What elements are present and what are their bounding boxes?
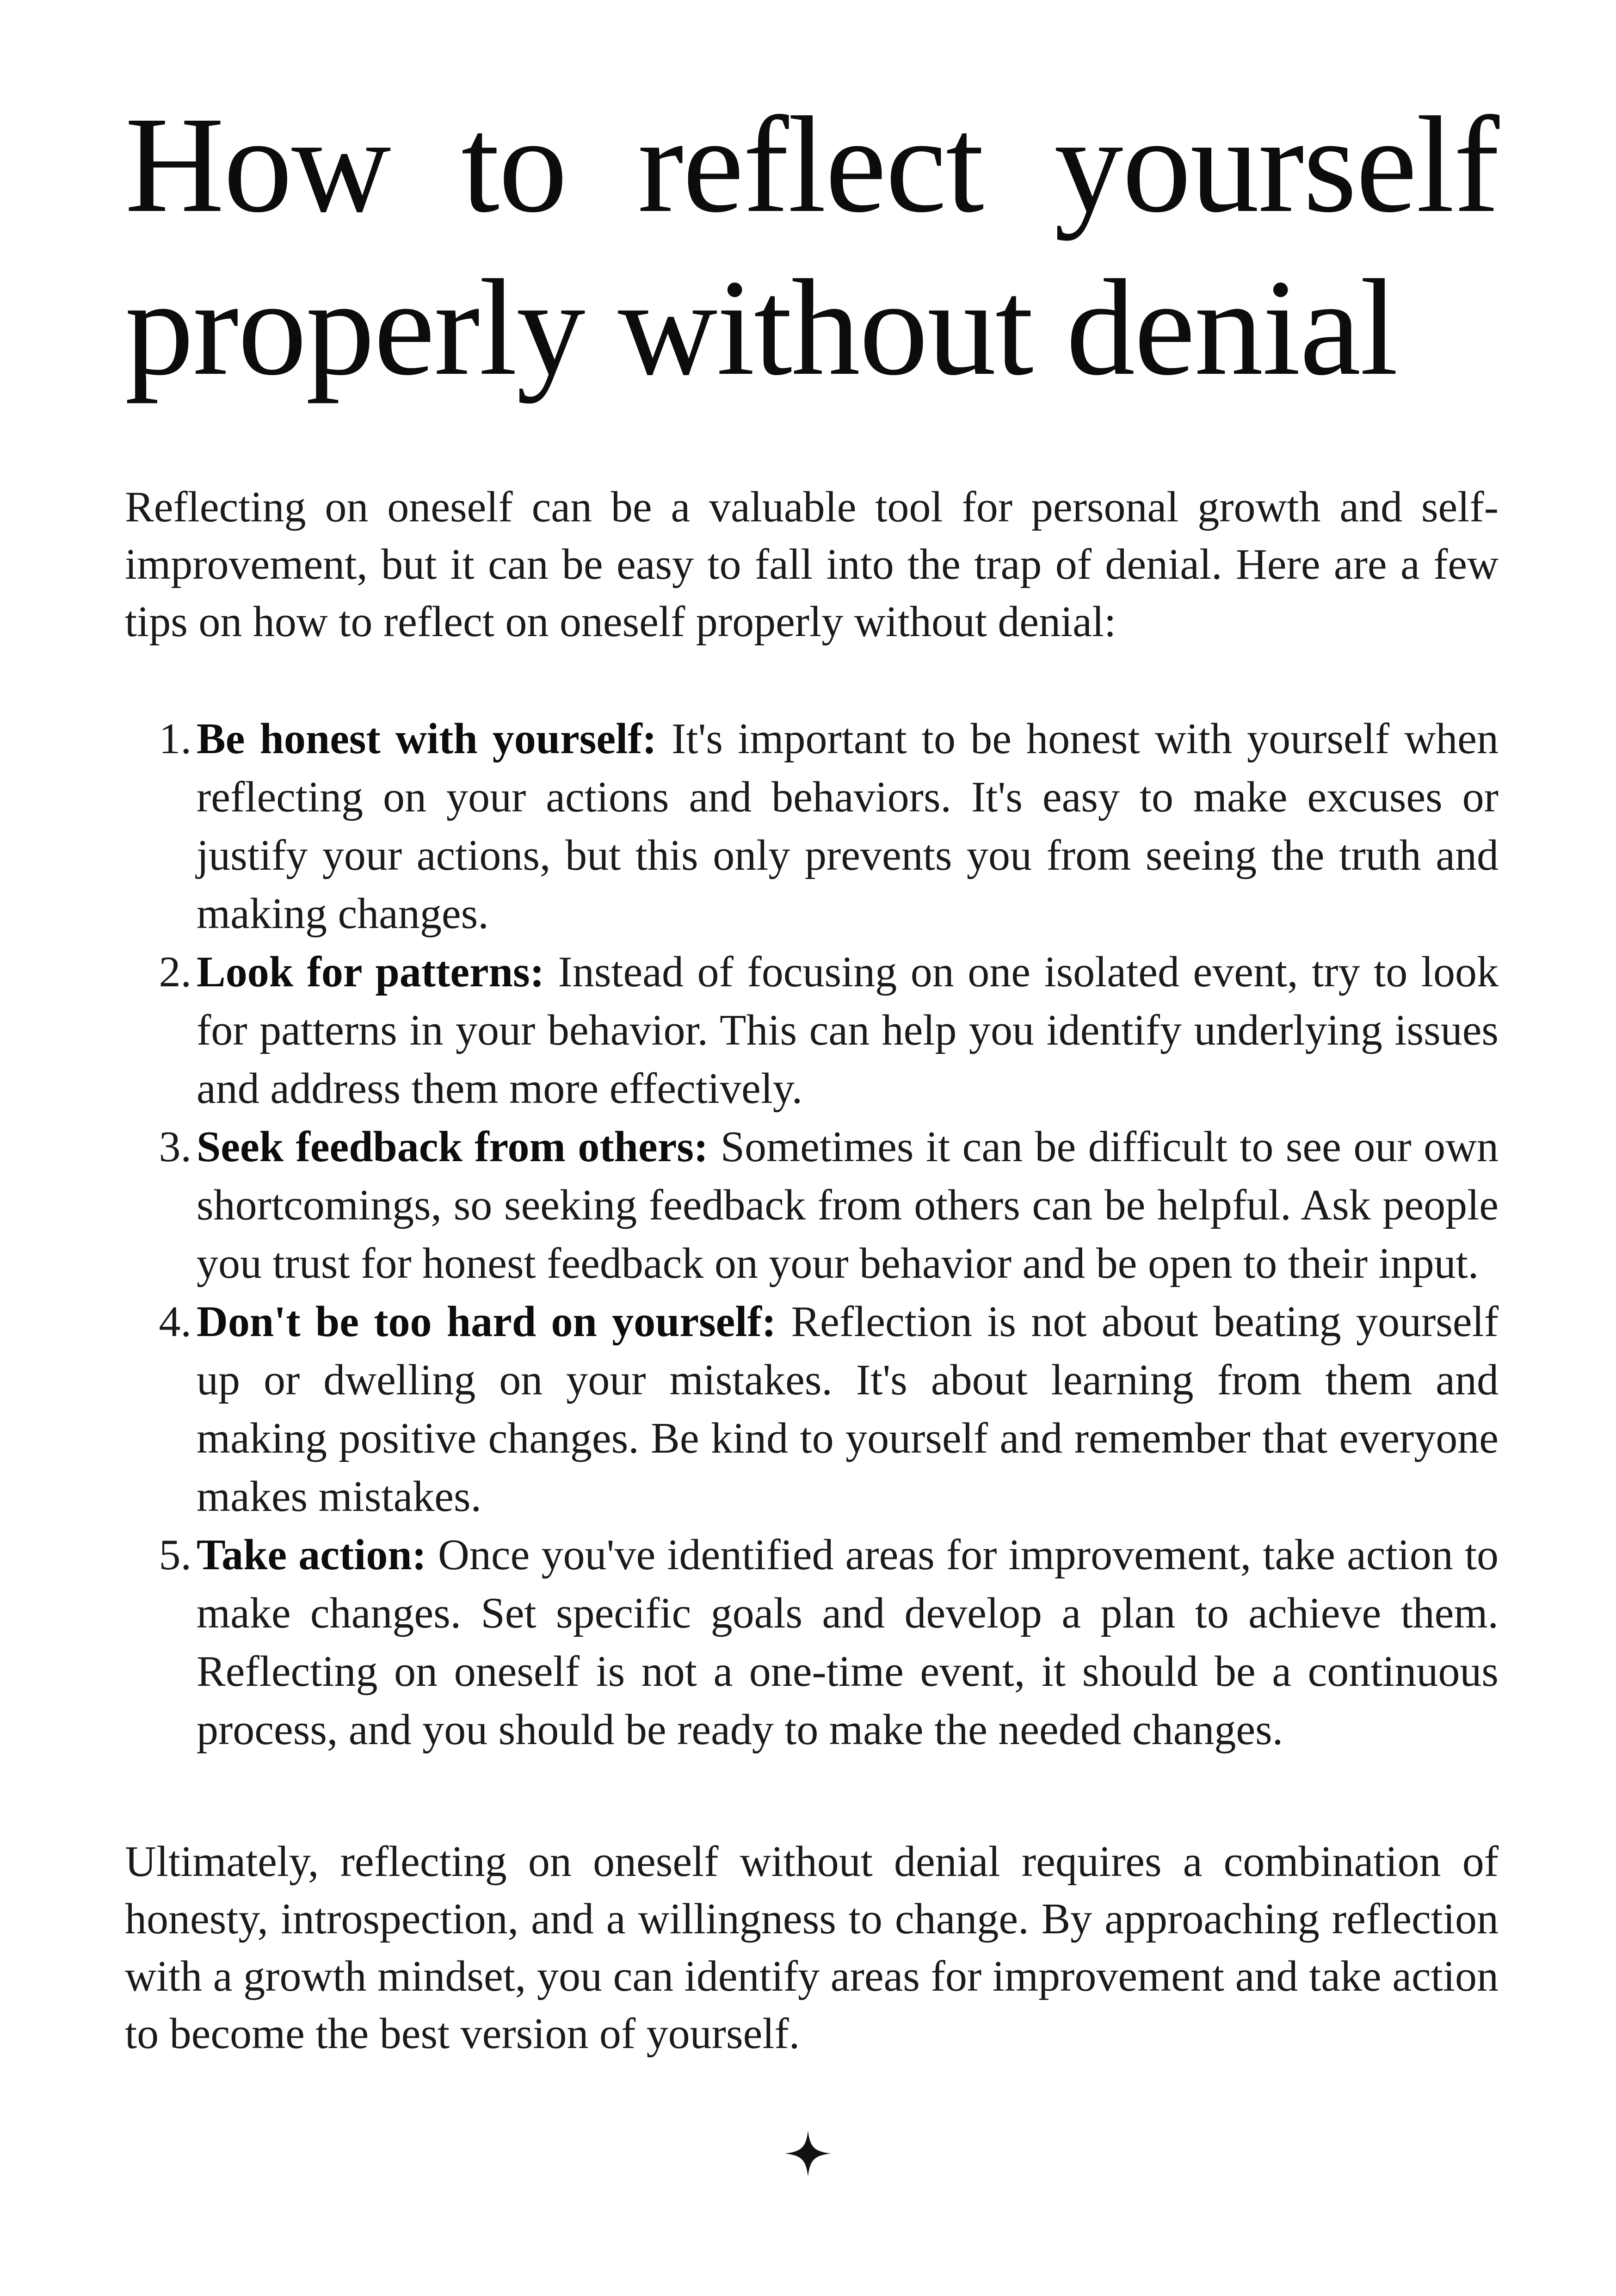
tip-item <box>125 943 1499 1118</box>
intro-paragraph: Reflecting on oneself can be a valuable tool for personal growth and self-improvement, but it can be easy to fall into the trap of denial. Here are a few tips on how to reflect on oneself properly without denial: <box>125 483 1499 646</box>
tip-heading: Seek feedback from others: <box>197 1123 709 1171</box>
tip-text: Instead of focusing on one isolated event, try to look for patterns in your behavior. This can help you identify underlying issues and address them more effectively. <box>197 948 1499 1113</box>
tip-heading: Look for patterns: <box>197 948 544 996</box>
tip-number: 3. <box>159 1123 191 1171</box>
tip-item <box>125 1118 1499 1293</box>
conclusion-paragraph: Ultimately, reflecting on oneself without denial requires a combination of honesty, introspection, and a willingness to change. By approaching reflection with a growth mindset, you can identify areas for improvement and take action to become the best version of yourself. <box>125 1838 1499 2058</box>
tip-item <box>125 1526 1499 1759</box>
tip-number: 5. <box>159 1531 191 1579</box>
tip-item <box>125 1293 1499 1526</box>
title-word: How <box>125 88 390 241</box>
title-line-1 <box>125 83 1499 246</box>
title-word: to <box>461 88 567 241</box>
four-point-star-icon <box>785 2130 831 2177</box>
tip-number: 4. <box>159 1298 191 1346</box>
tip-item <box>125 710 1499 943</box>
tip-heading: Take action: <box>197 1531 426 1579</box>
title-word: yourself <box>1054 88 1499 241</box>
tip-text: Reflection is not about beating yourself up or dwelling on your mistakes. It's about learning from them and making positive changes. Be kind to yourself and remember that everyone makes mistakes. <box>197 1298 1499 1521</box>
tip-number: 1. <box>159 715 191 763</box>
tips-list <box>125 710 1499 1759</box>
page-title <box>125 83 1499 409</box>
tip-heading: Don't be too hard on yourself: <box>197 1298 777 1346</box>
document-page <box>125 83 1499 2062</box>
tip-text: Sometimes it can be difficult to see our own shortcomings, so seeking feedback from others can be helpful. Ask people you trust for honest feedback on your behavior and be open to their input. <box>197 1123 1499 1287</box>
tip-number: 2. <box>159 948 191 996</box>
tip-text: It's important to be honest with yourself when reflecting on your actions and behaviors. It's easy to make excuses or justify your actions, but this only prevents you from seeing the truth and making changes. <box>197 715 1499 938</box>
title-word: reflect <box>637 88 983 241</box>
title-line-2: properly without denial <box>125 251 1398 404</box>
tip-text: Once you've identified areas for improvement, take action to make changes. Set specific goals and develop a plan to achieve them. Reflecting on oneself is not a one-time event, it should be a continuous process, and you should be ready to make the needed changes. <box>197 1531 1499 1754</box>
tip-heading: Be honest with yourself: <box>197 715 657 763</box>
